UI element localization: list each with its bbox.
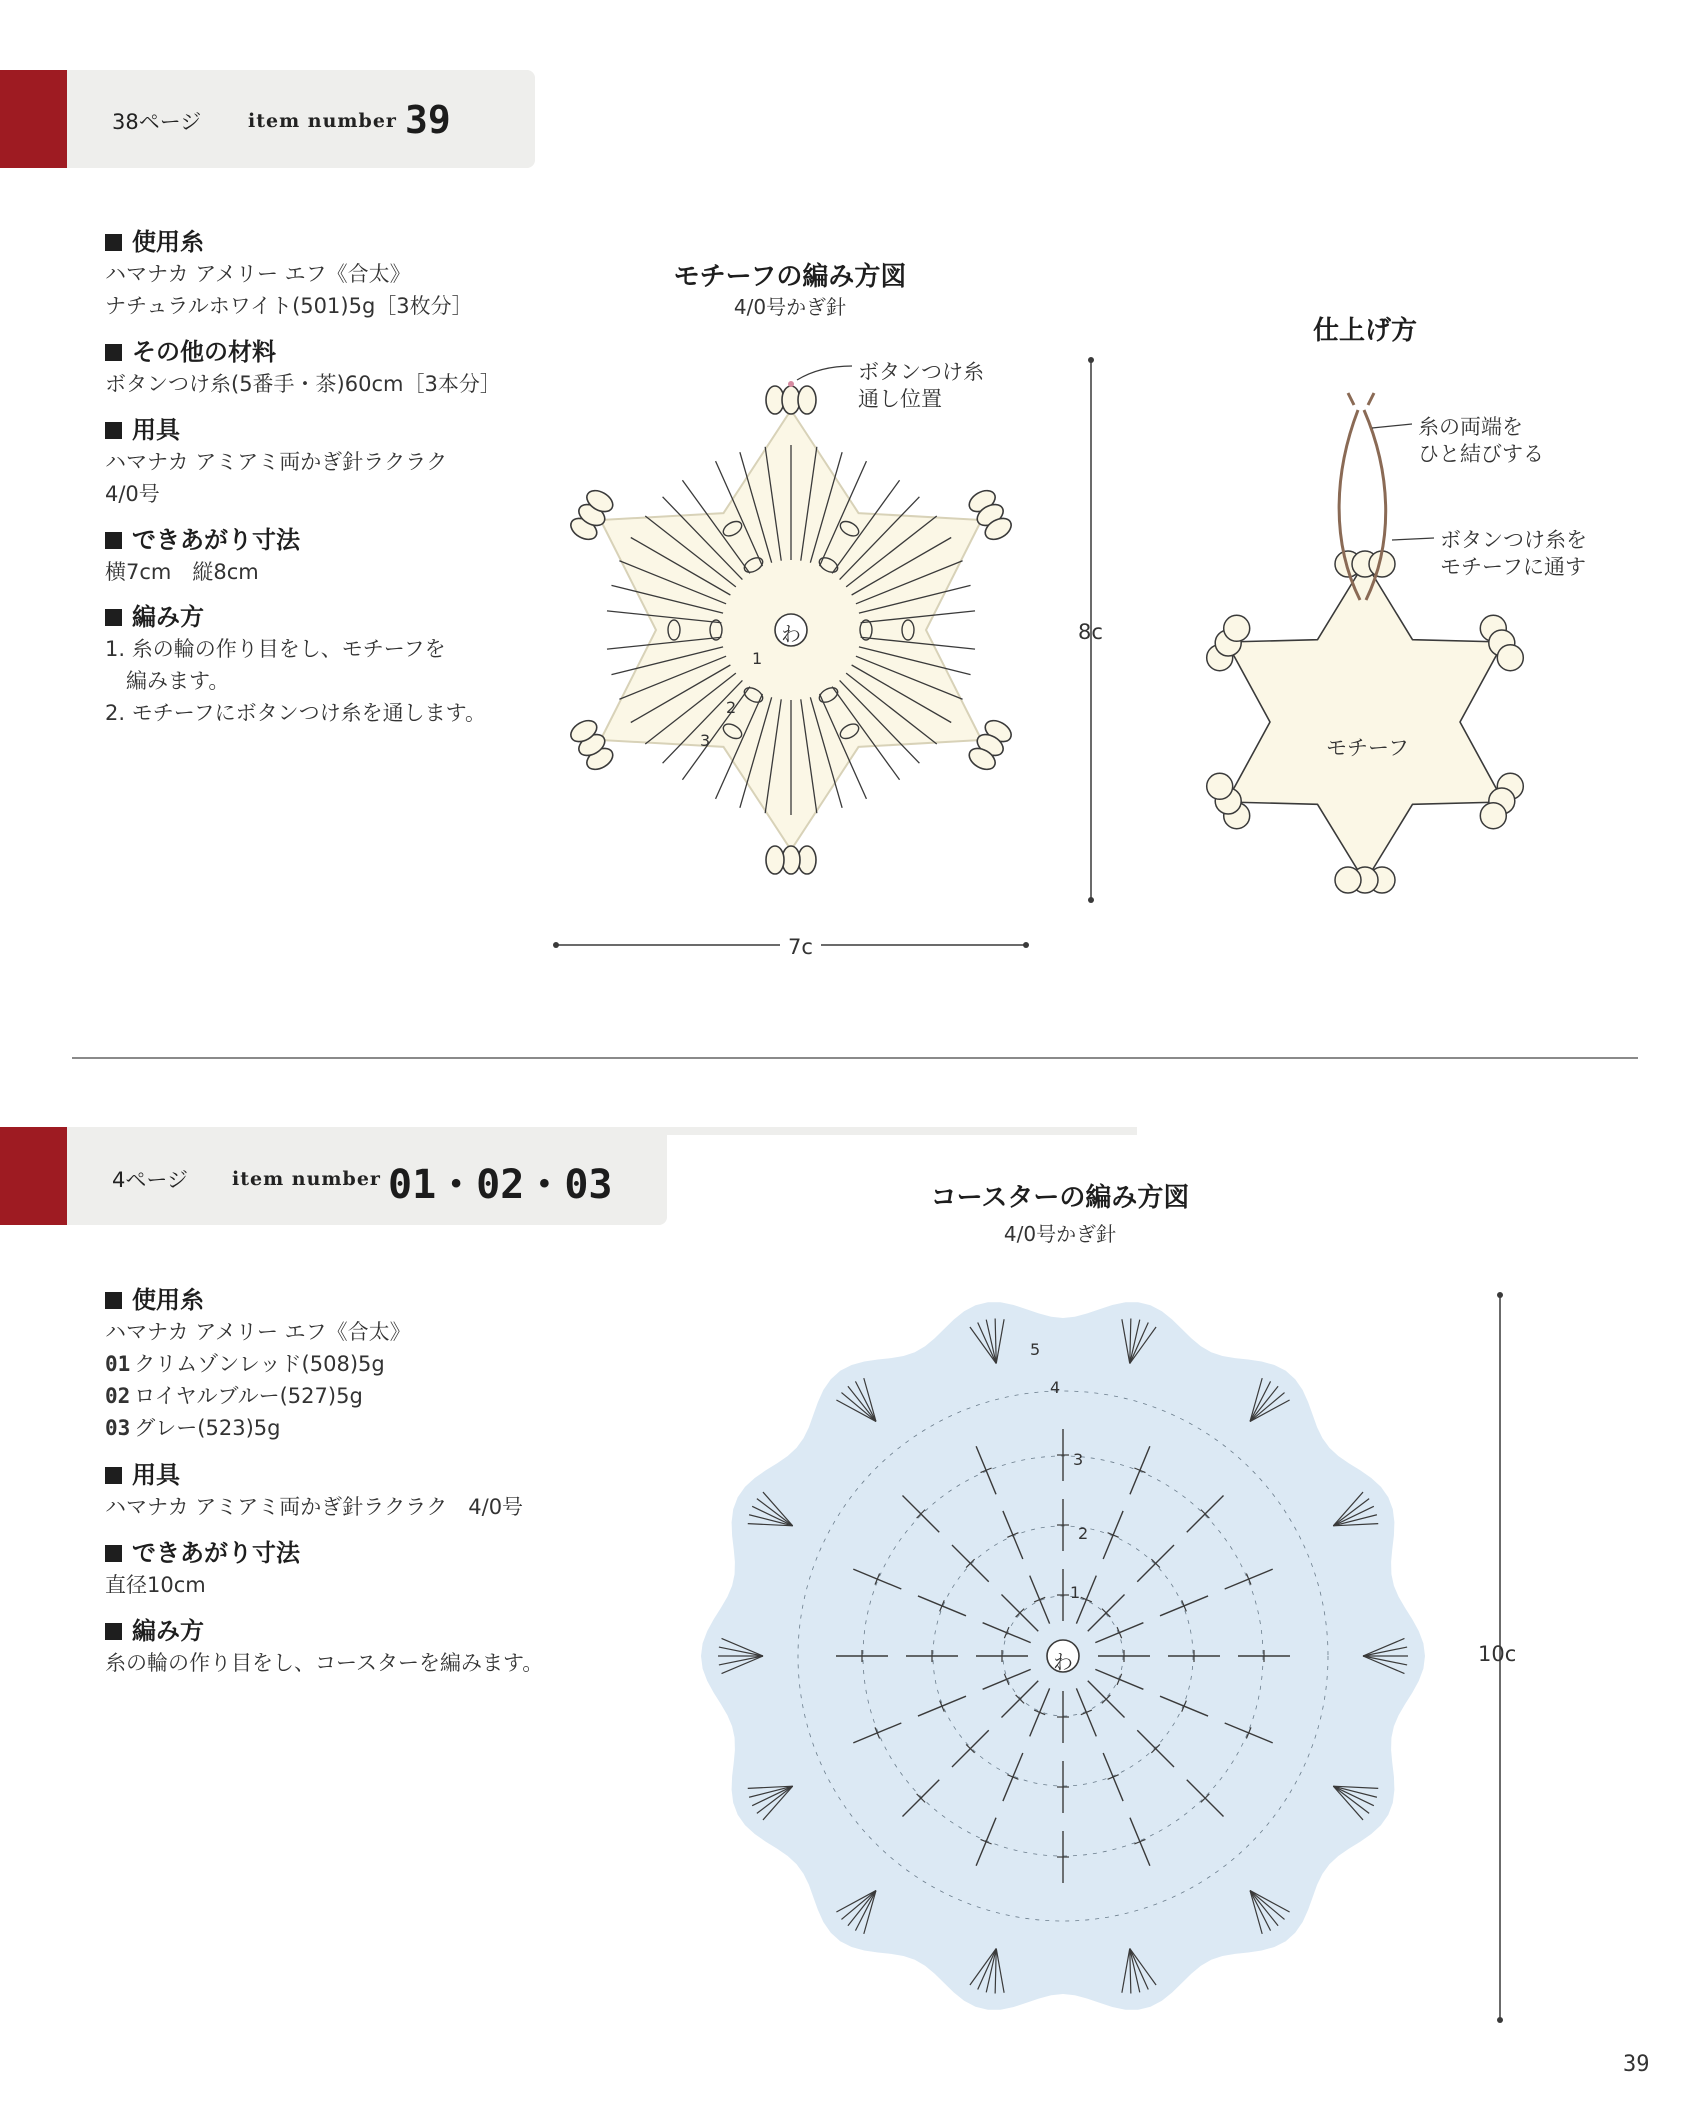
finishing-tip-bump <box>1207 773 1233 799</box>
s2-color1 <box>105 1348 385 1378</box>
coaster-chart <box>680 1270 1480 2030</box>
motif-round2-label: 2 <box>726 698 737 717</box>
motif-callout-dot <box>788 381 794 387</box>
finishing-note2-leader <box>1392 538 1434 540</box>
section2-item-number: 01・02・03 <box>388 1162 613 1208</box>
section2-item-label: item number <box>232 1168 381 1190</box>
section2-header-rule <box>67 1127 1137 1135</box>
motif-round1-label: 1 <box>752 649 763 668</box>
motif-tip-loop <box>766 846 784 874</box>
motif-height-label: 8c <box>1078 620 1103 644</box>
s2-color2 <box>105 1380 363 1410</box>
s2-color1-text: クリムゾンレッド(508)5g <box>134 1352 385 1376</box>
s1-other-line1: ボタンつけ糸(5番手・茶)60cm［3本分］ <box>105 372 501 396</box>
motif-width-end-right <box>1023 942 1029 948</box>
s2-color3-code: 03 <box>105 1416 131 1440</box>
page-number: 39 <box>1623 2052 1650 2077</box>
finishing-note1-line1: 糸の両端を <box>1418 415 1523 439</box>
finishing-tip-bump <box>1335 867 1361 893</box>
s2-tools-line1: ハマナカ アミアミ両かぎ針ラクラク 4/0号 <box>105 1495 524 1519</box>
coaster-round3-label: 3 <box>1073 1450 1084 1469</box>
coaster-round2-label: 2 <box>1078 1524 1089 1543</box>
s1-tools-title: 用具 <box>105 410 180 445</box>
s1-method-line3: 2. モチーフにボタンつけ糸を通します。 <box>105 701 486 725</box>
finishing-note1-leader <box>1372 424 1412 428</box>
s2-color2-code: 02 <box>105 1384 131 1408</box>
section2-page-ref: 4ページ <box>112 1168 188 1192</box>
coaster-round4-label: 4 <box>1050 1378 1061 1397</box>
motif-diagram-hook: 4/0号かぎ針 <box>733 295 847 319</box>
coaster-diameter-end-top <box>1497 1292 1503 1298</box>
s2-color3 <box>105 1412 280 1442</box>
motif-width-end-left <box>553 942 559 948</box>
motif-tip-loop <box>798 386 816 414</box>
motif-center-label: わ <box>781 622 801 646</box>
finishing-motif-label: モチーフ <box>1326 736 1409 760</box>
motif-callout-leader <box>797 366 852 380</box>
finishing-star <box>1226 562 1503 882</box>
s2-tools-title: 用具 <box>105 1455 180 1490</box>
coaster-center-label: わ <box>1053 1650 1073 1674</box>
coaster-diagram-title: コースターの編み方図 <box>930 1183 1190 1213</box>
s2-color3-text: グレー(523)5g <box>134 1416 281 1440</box>
s2-color2-text: ロイヤルブルー(527)5g <box>134 1384 363 1408</box>
section1-item-label: item number <box>248 110 397 132</box>
motif-diagram-title: モチーフの編み方図 <box>673 262 907 292</box>
finishing-note2-line1: ボタンつけ糸を <box>1440 528 1587 552</box>
motif-stitch-marks <box>553 357 1094 948</box>
s1-yarn-line2: ナチュラルホワイト(501)5g［3枚分］ <box>105 294 473 318</box>
motif-chart <box>530 345 1090 945</box>
s1-method-title: 編み方 <box>105 597 204 632</box>
motif-callout-line1: ボタンつけ糸 <box>858 360 984 384</box>
motif-round3-label: 3 <box>700 731 711 750</box>
s1-method-line1: 1. 糸の輪の作り目をし、モチーフを <box>105 637 446 661</box>
s1-yarn-line1: ハマナカ アメリー エフ《合太》 <box>105 262 411 286</box>
section2-red-tab <box>0 1127 67 1225</box>
s2-color1-code: 01 <box>105 1352 131 1376</box>
finishing-note1-line2: ひと結びする <box>1418 442 1544 466</box>
section1-item-number: 39 <box>405 98 451 142</box>
coaster-diameter-label: 10c <box>1478 1642 1517 1666</box>
coaster-diagram-hook: 4/0号かぎ針 <box>1003 1222 1117 1246</box>
motif-callout-line2: 通し位置 <box>858 387 942 411</box>
section1-red-tab <box>0 70 67 168</box>
coaster-diameter-end-bottom <box>1497 2017 1503 2023</box>
section-divider <box>72 1057 1638 1059</box>
s1-size-title: できあがり寸法 <box>105 520 300 555</box>
motif-height-end-bottom <box>1088 897 1094 903</box>
s1-yarn-title: 使用糸 <box>105 222 204 257</box>
coaster-stitch-marks <box>701 1292 1503 2023</box>
finishing-tip-bump <box>1497 645 1523 671</box>
s2-method-line1: 糸の輪の作り目をし、コースターを編みます。 <box>105 1651 544 1675</box>
s1-size-line1: 横7cm 縦8cm <box>105 560 259 584</box>
section1-page-ref: 38ページ <box>112 110 202 134</box>
coaster-round1-label: 1 <box>1070 1583 1081 1602</box>
coaster-round5-label: 5 <box>1030 1340 1041 1359</box>
s2-size-title: できあがり寸法 <box>105 1533 300 1568</box>
finishing-thread-knot <box>1348 393 1374 405</box>
s2-size-line1: 直径10cm <box>105 1573 206 1597</box>
s1-method-line2: 編みます。 <box>105 669 230 693</box>
s2-method-title: 編み方 <box>105 1611 204 1646</box>
finishing-tip-bump <box>1224 615 1250 641</box>
s1-tools-line1: ハマナカ アミアミ両かぎ針ラクラク <box>105 450 448 474</box>
s2-yarn-line1: ハマナカ アメリー エフ《合太》 <box>105 1320 411 1344</box>
finishing-title: 仕上げ方 <box>1312 316 1417 346</box>
finishing-tip-bump <box>1480 803 1506 829</box>
motif-height-end-top <box>1088 357 1094 363</box>
s1-tools-line2: 4/0号 <box>105 482 160 506</box>
s2-yarn-title: 使用糸 <box>105 1280 204 1315</box>
finishing-note2-line2: モチーフに通す <box>1440 555 1586 579</box>
s1-other-title: その他の材料 <box>105 332 276 367</box>
motif-width-label: 7c <box>780 935 821 959</box>
